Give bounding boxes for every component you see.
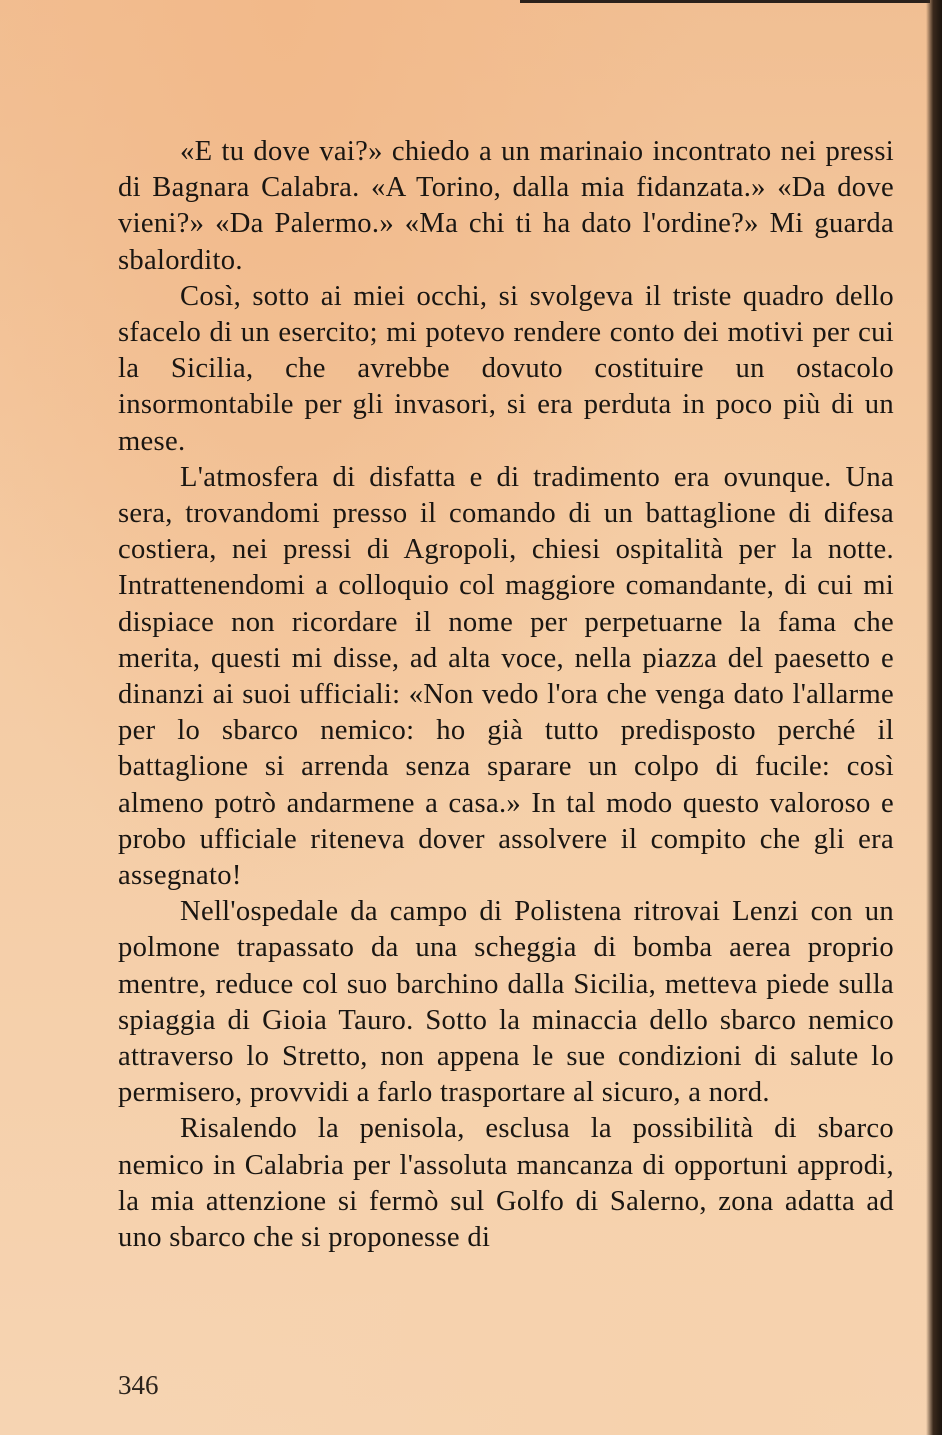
page-number: 346 [118, 1370, 159, 1400]
paragraph-3: L'atmosfera di disfatta e di tradimento era ovunque. Una sera, trovandomi presso il comando di un battaglione di difesa costiera, nei pressi di Agropoli, chiesi ospitalità per la notte. Intrattenendomi a colloquio col maggiore comandante, di cui mi dispiace non ricordare il nome per perpetuarne la fama che merita, questi mi disse, ad alta voce, nella piazza del paesetto e dinanzi ai suoi ufficiali: «Non vedo l'ora che venga dato l'allarme per lo sbarco nemico: ho già tutto predisposto perché il battaglione si arrenda senza sparare un colpo di fucile: così almeno potrò andarmene a casa.» In tal modo questo valoroso e probo ufficiale riteneva dover assolvere il compito che gli era assegnato! [118, 461, 894, 892]
paragraph-1: «E tu dove vai?» chiedo a un marinaio incontrato nei pressi di Bagnara Calabra. «A Torino, dalla mia fidanzata.» «Da dove vieni?» «Da Palermo.» «Ma chi ti ha dato l'ordine?» Mi guarda sbalordito. [118, 136, 894, 276]
book-spine-shadow [926, 0, 942, 1435]
paragraph-4: Nell'ospedale da campo di Polistena ritrovai Lenzi con un polmone trapassato da una scheggia di bomba aerea proprio mentre, reduce col suo barchino dalla Sicilia, metteva piede sulla spiaggia di Gioia Tauro. Sotto la minaccia dello sbarco nemico attraverso lo Stretto, non appena le sue condizioni di salute lo permisero, provvidi a farlo trasportare al sicuro, a nord. [118, 896, 894, 1109]
paragraph-2: Così, sotto ai miei occhi, si svolgeva il triste quadro dello sfacelo di un esercito; mi potevo rendere conto dei motivi per cui la Sicilia, che avrebbe dovuto costituire un ostacolo insormontabile per gli invasori, si era perduta in poco più di un mese. [118, 280, 894, 457]
paragraph-5: Risalendo la penisola, esclusa la possibilità di sbarco nemico in Calabria per l'assoluta mancanza di opportuni approdi, la mia attenzione si fermò sul Golfo di Salerno, zona adatta ad uno sbarco che si proponesse di [118, 1113, 894, 1254]
top-edge-rule [520, 0, 930, 3]
page-body-text [118, 134, 894, 1256]
